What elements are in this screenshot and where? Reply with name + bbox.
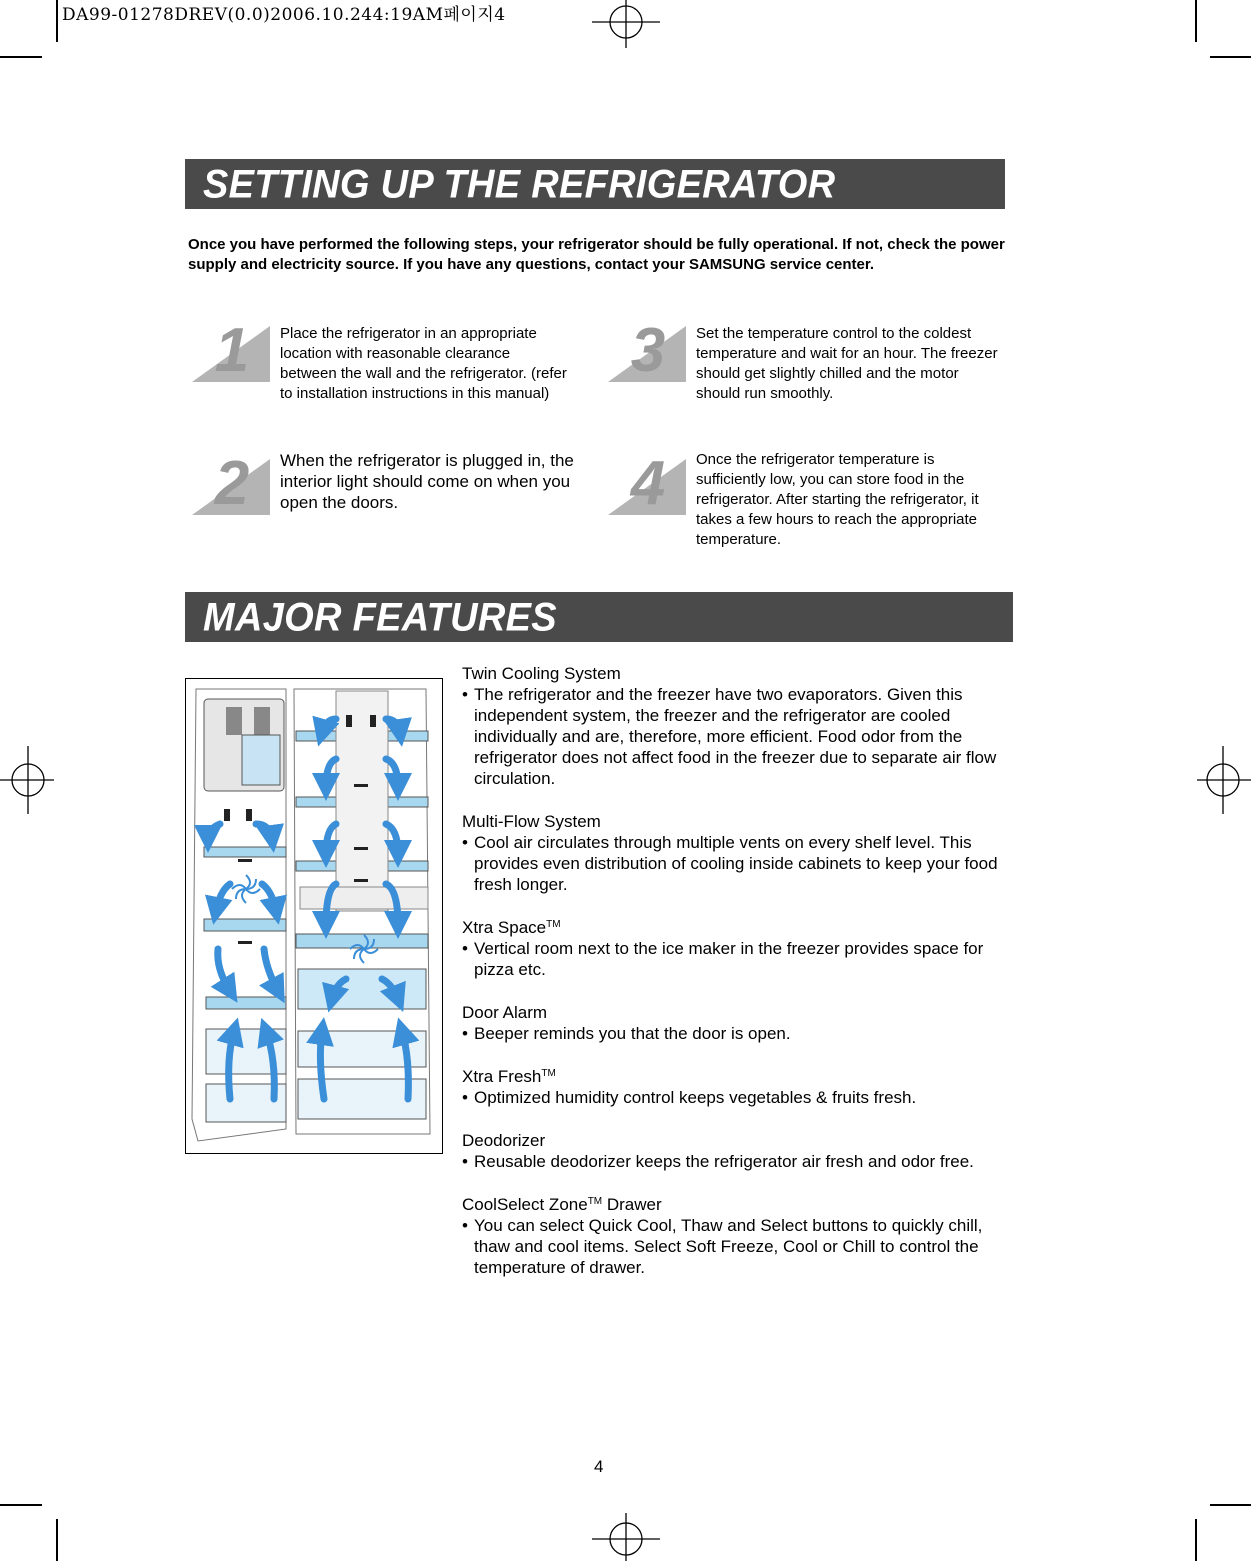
fridge-airflow-diagram bbox=[186, 679, 442, 1153]
crop-mark bbox=[1210, 1504, 1251, 1506]
feature-item bbox=[462, 808, 1022, 895]
feature-title: Xtra Space™ bbox=[462, 918, 561, 937]
feature-body: • Cool air circulates through multiple vents on every shelf level. This provides even distribution of cooling inside cabinets to keep your food fresh longer. bbox=[462, 833, 998, 894]
crop-mark bbox=[1195, 0, 1197, 42]
bullet-icon: • bbox=[462, 1152, 468, 1171]
feature-body: • The refrigerator and the freezer have two evaporators. Given this independent system, the freezer and the refrigerator are cooled individually and are, therefore, more efficient. Food odor from the refrigerator does not affect food in the freezer due to separate air flow circulation. bbox=[462, 685, 997, 788]
step-number-1 bbox=[192, 316, 270, 385]
feature-item bbox=[462, 1063, 1022, 1108]
feature-title: Door Alarm bbox=[462, 1003, 548, 1022]
registration-mark-left bbox=[0, 740, 56, 820]
feature-item bbox=[462, 1191, 1022, 1278]
feature-body: • Optimized humidity control keeps vegetables & fruits fresh. bbox=[462, 1088, 917, 1107]
step-digit: 2 bbox=[214, 449, 250, 518]
feature-title: Twin Cooling System bbox=[462, 664, 621, 683]
step-text-1: Place the refrigerator in an appropriate location with reasonable clearance between the wall and the refrigerator. (refer to installation instructions in this manual) bbox=[280, 325, 567, 402]
step-number-2 bbox=[192, 449, 270, 518]
step-text-2: When the refrigerator is plugged in, the interior light should come on when you open the doors. bbox=[280, 451, 574, 512]
feature-body: • Reusable deodorizer keeps the refrigerator air fresh and odor free. bbox=[462, 1152, 974, 1171]
print-slug: DA99-01278DREV(0.0)2006.10.244:19AM페이지4 bbox=[62, 5, 506, 25]
bullet-icon: • bbox=[462, 1088, 468, 1107]
feature-body: • Vertical room next to the ice maker in the freezer provides space for pizza etc. bbox=[462, 939, 984, 979]
fridge-illustration bbox=[185, 678, 443, 1154]
setup-banner bbox=[185, 159, 1005, 209]
features-banner bbox=[185, 592, 1013, 642]
bullet-icon: • bbox=[462, 1024, 468, 1043]
setup-title: SETTING UP THE REFRIGERATOR bbox=[203, 163, 836, 208]
setup-intro: Once you have performed the following steps, your refrigerator should be fully operational. If not, check the power supply and electricity source. If you have any questions, contact your SAMSUNG service center. bbox=[188, 236, 1005, 273]
features-title: MAJOR FEATURES bbox=[203, 596, 557, 641]
feature-item bbox=[462, 999, 1022, 1044]
crop-mark bbox=[1210, 56, 1251, 58]
bullet-icon: • bbox=[462, 939, 468, 958]
feature-title: Xtra Fresh™ bbox=[462, 1067, 556, 1086]
crop-mark bbox=[0, 1504, 42, 1506]
step-number-3 bbox=[608, 316, 686, 385]
bullet-icon: • bbox=[462, 1216, 468, 1235]
registration-mark-bottom bbox=[586, 1505, 666, 1561]
feature-body: • You can select Quick Cool, Thaw and Select buttons to quickly chill, thaw and cool items. Select Soft Freeze, Cool or Chill to control the temperature of drawer. bbox=[462, 1216, 983, 1277]
feature-body: • Beeper reminds you that the door is open. bbox=[462, 1024, 791, 1043]
step-digit: 3 bbox=[630, 316, 666, 385]
registration-mark-right bbox=[1195, 740, 1251, 820]
feature-item bbox=[462, 914, 1022, 980]
step-digit: 4 bbox=[630, 449, 666, 518]
step-digit: 1 bbox=[214, 316, 250, 385]
feature-title: Multi-Flow System bbox=[462, 812, 601, 831]
feature-item bbox=[462, 660, 1022, 789]
crop-mark bbox=[1195, 1519, 1197, 1561]
bullet-icon: • bbox=[462, 685, 468, 704]
feature-item bbox=[462, 1127, 1022, 1172]
feature-title: Deodorizer bbox=[462, 1131, 546, 1150]
crop-mark bbox=[56, 1519, 58, 1561]
step-number-4 bbox=[608, 449, 686, 518]
registration-mark-top bbox=[586, 0, 666, 56]
feature-title: CoolSelect Zone™ Drawer bbox=[462, 1195, 662, 1214]
features-list bbox=[462, 660, 1022, 1297]
step-text-3: Set the temperature control to the coldest temperature and wait for an hour. The freezer should get slightly chilled and the motor should run smoothly. bbox=[696, 325, 998, 402]
crop-mark bbox=[56, 0, 58, 42]
crop-mark bbox=[0, 56, 42, 58]
page-number: 4 bbox=[594, 1457, 604, 1476]
step-text-4: Once the refrigerator temperature is sufficiently low, you can store food in the refrigerator. After starting the refrigerator, it takes a few hours to reach the appropriate temperature. bbox=[696, 451, 979, 548]
bullet-icon: • bbox=[462, 833, 468, 852]
